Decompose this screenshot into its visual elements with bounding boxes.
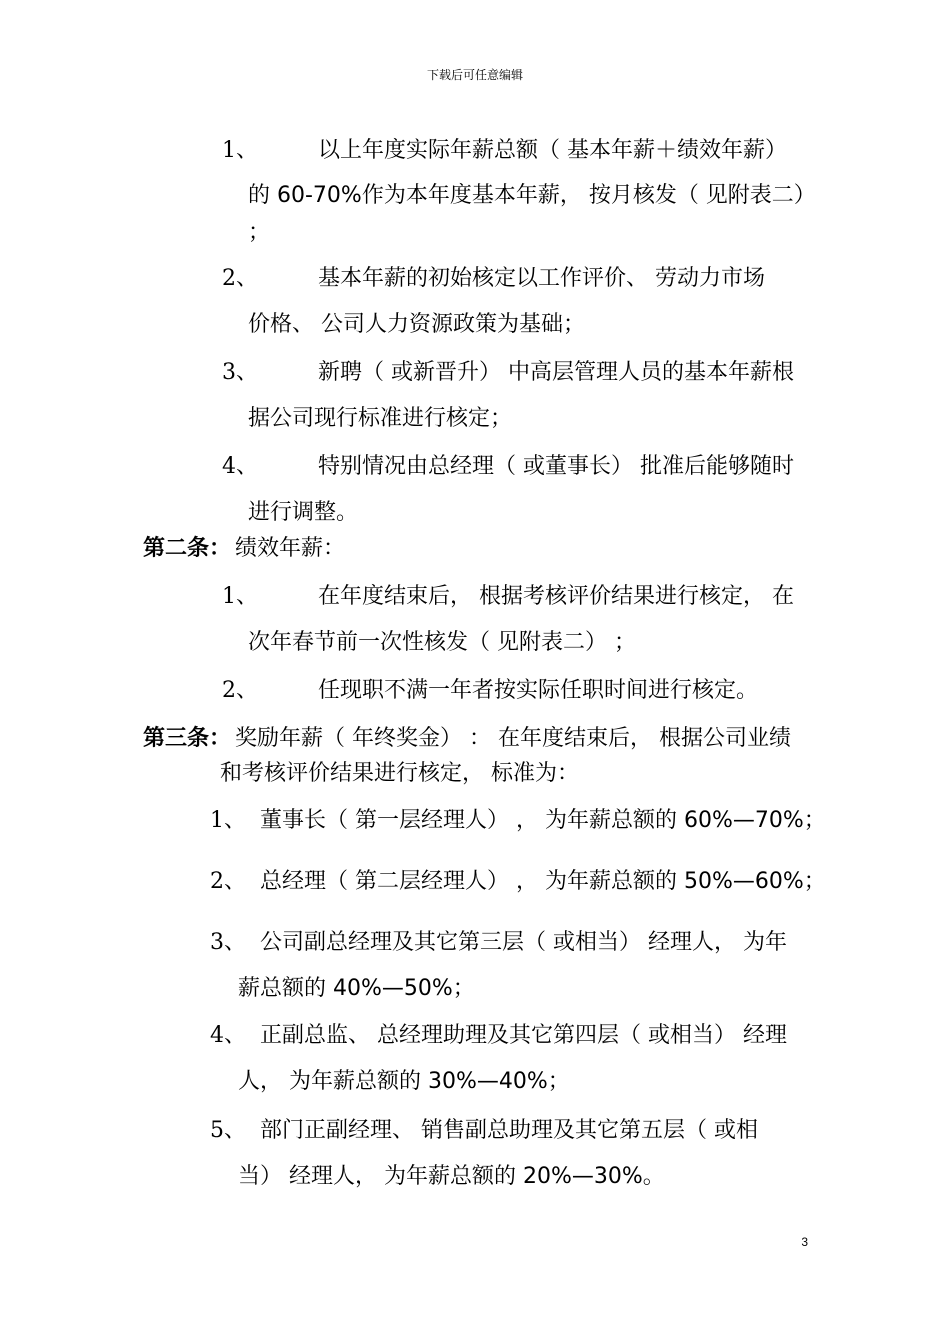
list-number: 5、 [210,1118,246,1143]
list-item-text: 总经理（ 第二层经理人） ， 为年薪总额的 50%—60%； [260,869,826,894]
list-item-text: 董事长（ 第一层经理人） ， 为年薪总额的 60%—70%； [260,808,826,833]
list-number: 2、 [222,678,258,703]
list-item-text: 的 60-70%作为本年度基本年薪， 按月核发（ 见附表二） [248,183,816,208]
page-number: 3 [801,1235,808,1249]
page-header: 下载后可任意编辑 [426,68,523,82]
article-text: 和考核评价结果进行核定， 标准为： [220,761,579,786]
list-item-text: 新聘（ 或新晋升） 中高层管理人员的基本年薪根 [318,360,794,385]
list-number: 1、 [222,138,258,163]
list-number: 4、 [210,1023,246,1048]
list-number: 1、 [222,584,258,609]
list-item-text: 公司副总经理及其它第三层（ 或相当） 经理人， 为年 [260,930,787,955]
article-title: 第三条： [143,726,232,751]
list-item-text: ； [248,220,271,245]
list-item-text: 特别情况由总经理（ 或董事长） 批准后能够随时 [318,454,794,479]
list-item-text: 次年春节前一次性核发（ 见附表二） ； [248,630,636,655]
list-number: 2、 [222,266,258,291]
list-item-text: 人， 为年薪总额的 30%—40%； [238,1069,570,1094]
list-item-text: 部门正副经理、 销售副总助理及其它第五层（ 或相 [260,1118,758,1143]
list-item-text: 任现职不满一年者按实际任职时间进行核定。 [318,678,759,703]
list-item-text: 薪总额的 40%—50%； [238,976,475,1001]
list-number: 3、 [210,930,246,955]
list-item-text: 当） 经理人， 为年薪总额的 20%—30%。 [238,1164,665,1189]
list-item-text: 价格、 公司人力资源政策为基础； [248,312,585,337]
article-text: 奖励年薪（ 年终奖金） ： 在年度结束后， 根据公司业绩 [235,726,791,751]
list-item-text: 正副总监、 总经理助理及其它第四层（ 或相当） 经理 [260,1023,787,1048]
list-item-text: 据公司现行标准进行核定； [248,406,513,431]
list-item-text: 以上年度实际年薪总额（ 基本年薪＋绩效年薪） [318,138,787,163]
list-number: 1、 [210,808,246,833]
article-text: 绩效年薪： [235,536,346,561]
list-item-text: 基本年薪的初始核定以工作评价、 劳动力市场 [318,266,765,291]
list-number: 2、 [210,869,246,894]
list-item-text: 进行调整。 [248,500,359,525]
article-title: 第二条： [143,536,232,561]
list-number: 4、 [222,454,258,479]
list-item-text: 在年度结束后， 根据考核评价结果进行核定， 在 [318,584,794,609]
list-number: 3、 [222,360,258,385]
